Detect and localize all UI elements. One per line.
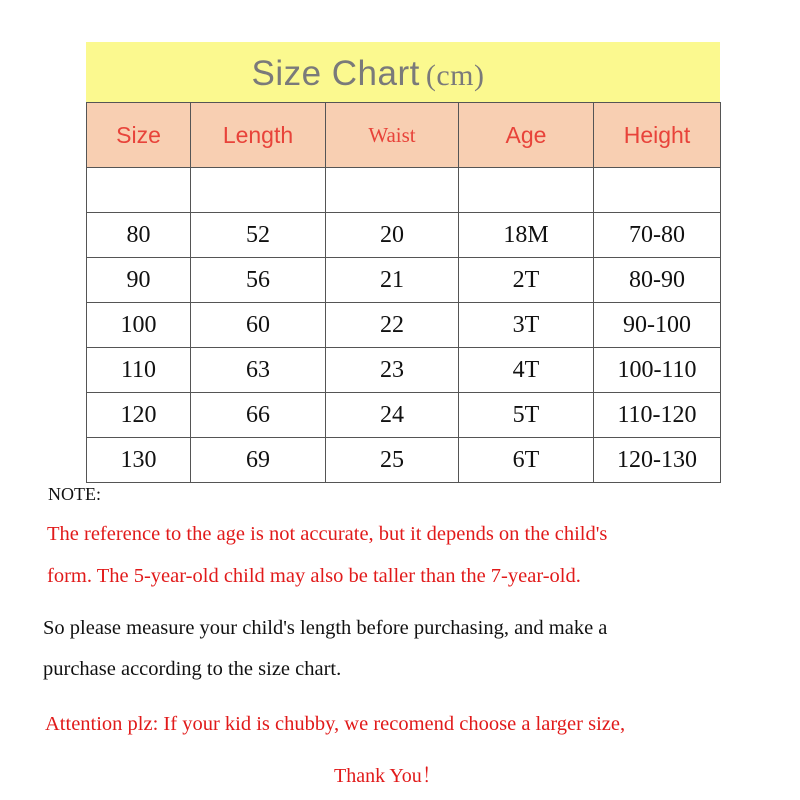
cell-waist: 23 [326, 348, 459, 393]
table-row [87, 438, 721, 483]
size-table [86, 102, 721, 483]
cell-length: 66 [191, 393, 326, 438]
cell-length: 56 [191, 258, 326, 303]
table-spacer [87, 168, 721, 213]
cell-waist: 20 [326, 213, 459, 258]
table-row [87, 258, 721, 303]
title-banner [86, 42, 720, 102]
header-height: Height [594, 103, 721, 168]
cell-size: 80 [87, 213, 191, 258]
measure-note-line-2: purchase according to the size chart. [43, 658, 342, 680]
cell-length: 52 [191, 213, 326, 258]
header-size: Size [87, 103, 191, 168]
cell-height: 110-120 [594, 393, 721, 438]
measure-note-line-1: So please measure your child's length before purchasing, and make a [43, 617, 608, 639]
cell-waist: 25 [326, 438, 459, 483]
cell-age: 5T [459, 393, 594, 438]
age-disclaimer-line-1: The reference to the age is not accurate, but it depends on the child's [47, 523, 608, 545]
title-unit: (cm) [425, 59, 485, 92]
cell-height: 120-130 [594, 438, 721, 483]
cell-length: 60 [191, 303, 326, 348]
cell-age: 4T [459, 348, 594, 393]
cell-height: 80-90 [594, 258, 721, 303]
header-length: Length [191, 103, 326, 168]
cell-waist: 24 [326, 393, 459, 438]
cell-size: 100 [87, 303, 191, 348]
page-title [251, 54, 484, 94]
attention-note: Attention plz: If your kid is chubby, we recomend choose a larger size, [45, 713, 626, 735]
cell-height: 70-80 [594, 213, 721, 258]
cell-age: 2T [459, 258, 594, 303]
table-row [87, 213, 721, 258]
table-header-row [87, 103, 721, 168]
cell-waist: 21 [326, 258, 459, 303]
table-row [87, 348, 721, 393]
cell-length: 69 [191, 438, 326, 483]
cell-age: 6T [459, 438, 594, 483]
cell-waist: 22 [326, 303, 459, 348]
note-label: NOTE: [48, 484, 101, 504]
title-text: Size Chart [251, 54, 420, 93]
cell-size: 110 [87, 348, 191, 393]
cell-age: 18M [459, 213, 594, 258]
table-row [87, 303, 721, 348]
header-age: Age [459, 103, 594, 168]
age-disclaimer-line-2: form. The 5-year-old child may also be taller than the 7-year-old. [47, 565, 581, 587]
cell-size: 90 [87, 258, 191, 303]
cell-height: 100-110 [594, 348, 721, 393]
cell-length: 63 [191, 348, 326, 393]
cell-height: 90-100 [594, 303, 721, 348]
cell-age: 3T [459, 303, 594, 348]
thank-you-text: Thank You！ [334, 765, 442, 787]
table-row [87, 393, 721, 438]
header-waist: Waist [326, 103, 459, 168]
cell-size: 120 [87, 393, 191, 438]
cell-size: 130 [87, 438, 191, 483]
